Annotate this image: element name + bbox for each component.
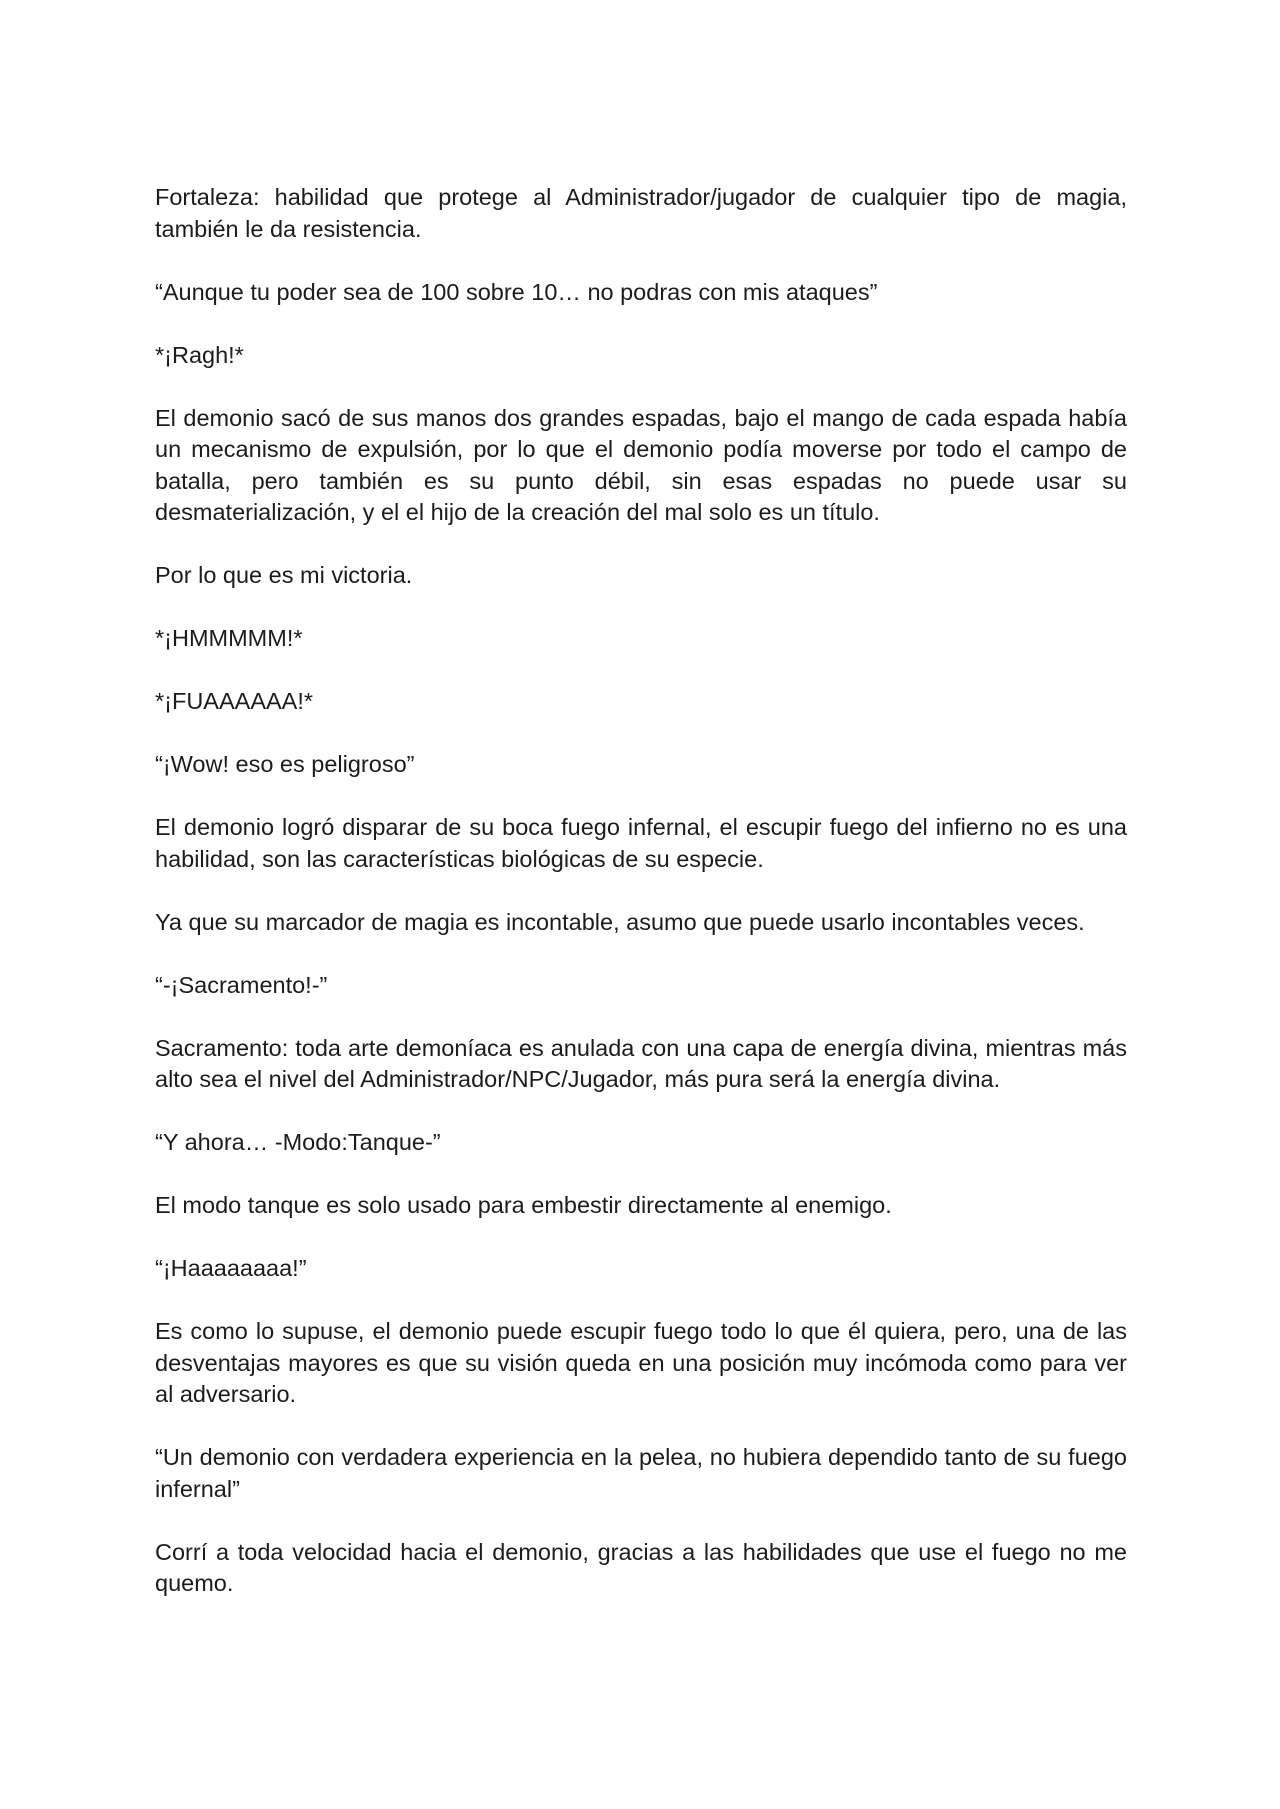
- dialogue-line: “Y ahora… -Modo:Tanque-”: [155, 1129, 441, 1155]
- paragraph-narration: El modo tanque es solo usado para embestir directamente al enemigo.: [155, 1192, 892, 1218]
- dialogue-line: “-¡Sacramento!-”: [155, 971, 328, 998]
- sound-effect: *¡Ragh!*: [155, 341, 244, 368]
- paragraph-narration: El demonio sacó de sus manos dos grandes espadas, bajo el mango de cada espada había un mecanismo de expulsión, por lo que el demonio podía moverse por todo el campo de batalla, pero también es su punto débil, sin esas espadas no puede usar su desmaterialización, y el el hijo de la creación del mal solo es un título.: [155, 404, 1127, 525]
- dialogue-line: “¡Wow! eso es peligroso”: [155, 751, 415, 777]
- paragraph-narration: Corrí a toda velocidad hacia el demonio, gracias a las habilidades que use el fuego no me quemo.: [155, 1538, 1127, 1596]
- paragraph-narration: Ya que su marcador de magia es incontable, asumo que puede usarlo incontables veces.: [155, 908, 1085, 935]
- paragraph-fortaleza: Fortaleza: habilidad que protege al Administrador/jugador de cualquier tipo de magia, también le da resistencia.: [155, 184, 1127, 242]
- dialogue-line: “Un demonio con verdadera experiencia en la pelea, no hubiera dependido tanto de su fuego infernal”: [155, 1444, 1127, 1502]
- sound-effect: *¡FUAAAAAA!*: [155, 688, 314, 714]
- dialogue-line: “Aunque tu poder sea de 100 sobre 10… no podras con mis ataques”: [155, 278, 878, 305]
- sound-effect: *¡HMMMMM!*: [155, 625, 303, 651]
- paragraph-narration: Por lo que es mi victoria.: [155, 562, 413, 588]
- paragraph-narration: El demonio logró disparar de su boca fuego infernal, el escupir fuego del infierno no es una habilidad, son las características biológicas de su especie.: [155, 814, 1127, 872]
- paragraph-narration: Es como lo supuse, el demonio puede escupir fuego todo lo que él quiera, pero, una de las desventajas mayores es que su visión queda en una posición muy incómoda como para ver al adversario.: [155, 1318, 1127, 1407]
- dialogue-line: “¡Haaaaaaaa!”: [155, 1255, 307, 1281]
- paragraph-sacramento: Sacramento: toda arte demoníaca es anulada con una capa de energía divina, mientras más alto sea el nivel del Administrador/NPC/Jugador, más pura será la energía divina.: [155, 1034, 1127, 1092]
- document-body: [155, 182, 1127, 1631]
